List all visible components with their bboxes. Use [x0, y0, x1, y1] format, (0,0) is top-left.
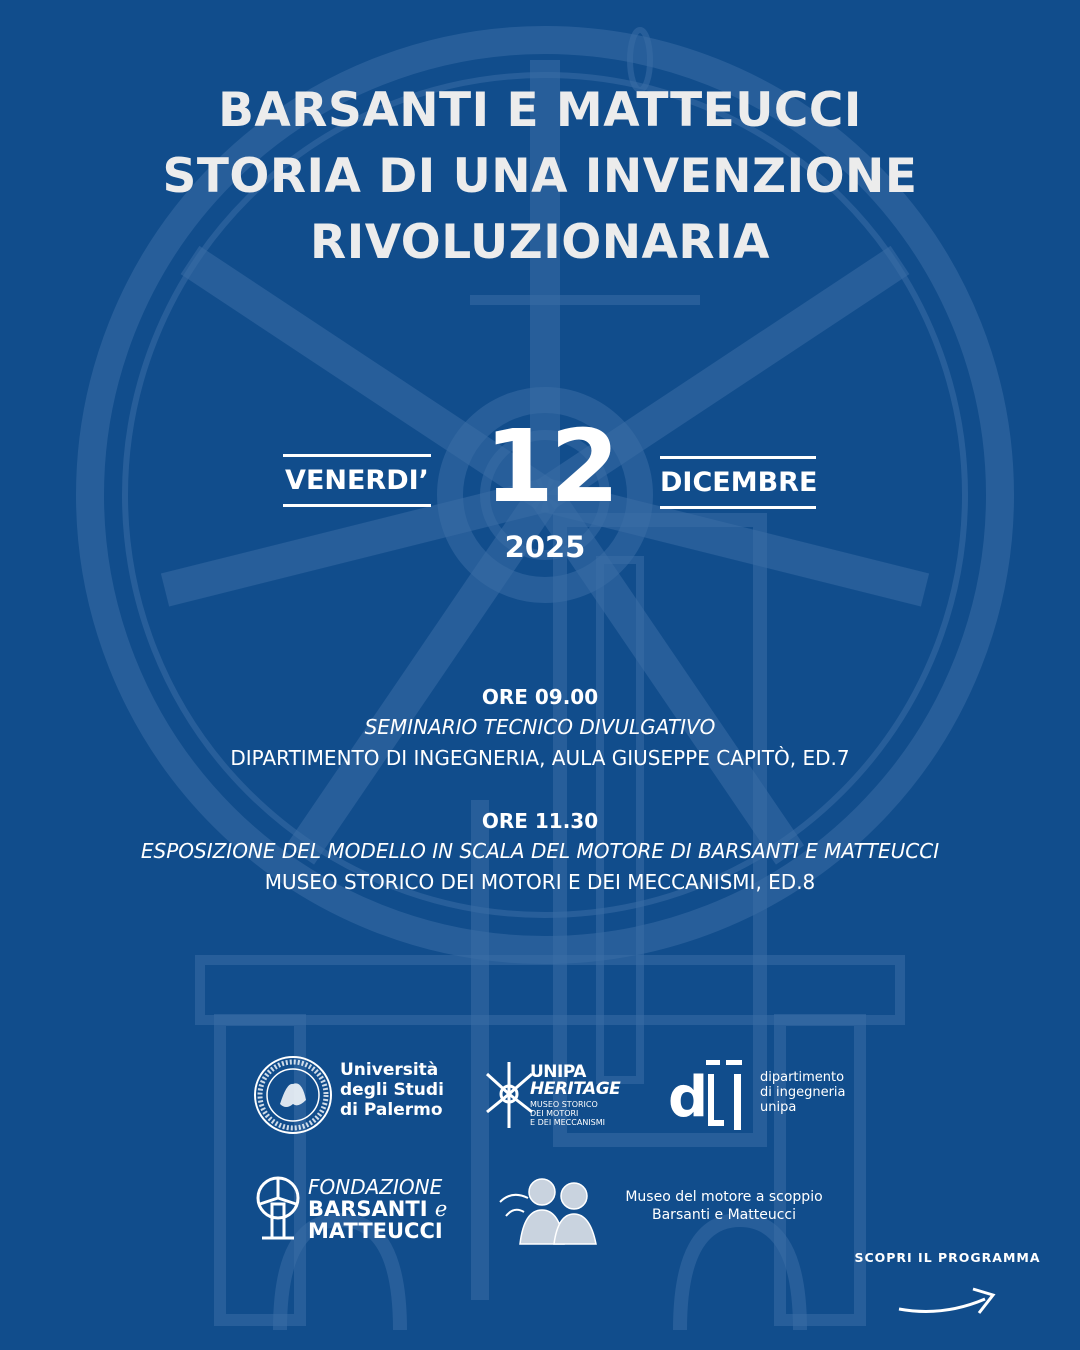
unipa-line-2: degli Studi	[340, 1080, 444, 1100]
heritage-line-2: HERITAGE	[530, 1079, 621, 1099]
museo-line-1: Museo del motore a scoppio	[625, 1189, 823, 1205]
heritage-line-1: UNIPA	[530, 1062, 586, 1082]
heritage-line-5: E DEI MECCANISMI	[530, 1118, 605, 1127]
event-title	[0, 78, 1080, 276]
engine-logo-icon	[254, 1174, 302, 1244]
heritage-logo	[484, 1056, 634, 1136]
museo-logo	[498, 1172, 848, 1248]
title-line-1: BARSANTI E MATTEUCCI	[218, 83, 862, 138]
arrow-icon	[893, 1279, 1003, 1319]
dipartimento-line-2: di ingegneria	[760, 1085, 846, 1100]
fondazione-line-3: MATTEUCCI	[308, 1219, 443, 1243]
dipartimento-line-3: unipa	[760, 1100, 797, 1115]
unipa-line-3: di Palermo	[340, 1100, 443, 1120]
portraits-icon	[498, 1172, 602, 1246]
title-line-2: STORIA DI UNA INVENZIONE	[162, 149, 918, 204]
unipa-seal-icon	[252, 1054, 334, 1136]
museo-line-2: Barsanti e Matteucci	[652, 1207, 796, 1223]
discover-program-link[interactable]	[840, 1250, 1055, 1319]
heritage-line-4: DEI MOTORI	[530, 1109, 579, 1118]
fondazione-logo	[254, 1174, 484, 1246]
dipartimento-logo	[668, 1056, 858, 1134]
svg-text:d: d	[668, 1065, 709, 1130]
schedule-item-2	[0, 806, 1080, 898]
schedule-item-1	[0, 682, 1080, 774]
date-weekday: VENERDI’	[283, 454, 431, 507]
schedule-description: SEMINARIO TECNICO DIVULGATIVO	[364, 715, 716, 739]
schedule-place: DIPARTIMENTO DI INGEGNERIA, AULA GIUSEPPE CAPITÒ, ED.7	[230, 746, 850, 770]
date-day: 12	[484, 408, 616, 525]
fondazione-conj: e	[434, 1197, 448, 1221]
date-month: DICEMBRE	[660, 456, 816, 509]
dipartimento-line-1: dipartimento	[760, 1070, 845, 1085]
title-line-3: RIVOLUZIONARIA	[310, 215, 770, 270]
discover-program-label: SCOPRI IL PROGRAMMA	[854, 1250, 1041, 1265]
schedule-time: ORE 09.00	[481, 685, 599, 709]
unipa-line-1: Università	[340, 1060, 439, 1080]
unipa-logo	[252, 1054, 452, 1134]
schedule-place: MUSEO STORICO DEI MOTORI E DEI MECCANISMI, ED.8	[264, 870, 816, 894]
di-mark-icon	[668, 1056, 754, 1132]
fondazione-line-2: BARSANTI	[308, 1197, 428, 1221]
heritage-line-3: MUSEO STORICO	[530, 1100, 598, 1109]
date-year: 2025	[504, 530, 586, 564]
schedule-time: ORE 11.30	[481, 809, 599, 833]
radial-engine-icon	[484, 1056, 534, 1132]
fondazione-line-1: FONDAZIONE	[308, 1175, 443, 1199]
schedule-description: ESPOSIZIONE DEL MODELLO IN SCALA DEL MOTORE DI BARSANTI E MATTEUCCI	[140, 839, 940, 863]
